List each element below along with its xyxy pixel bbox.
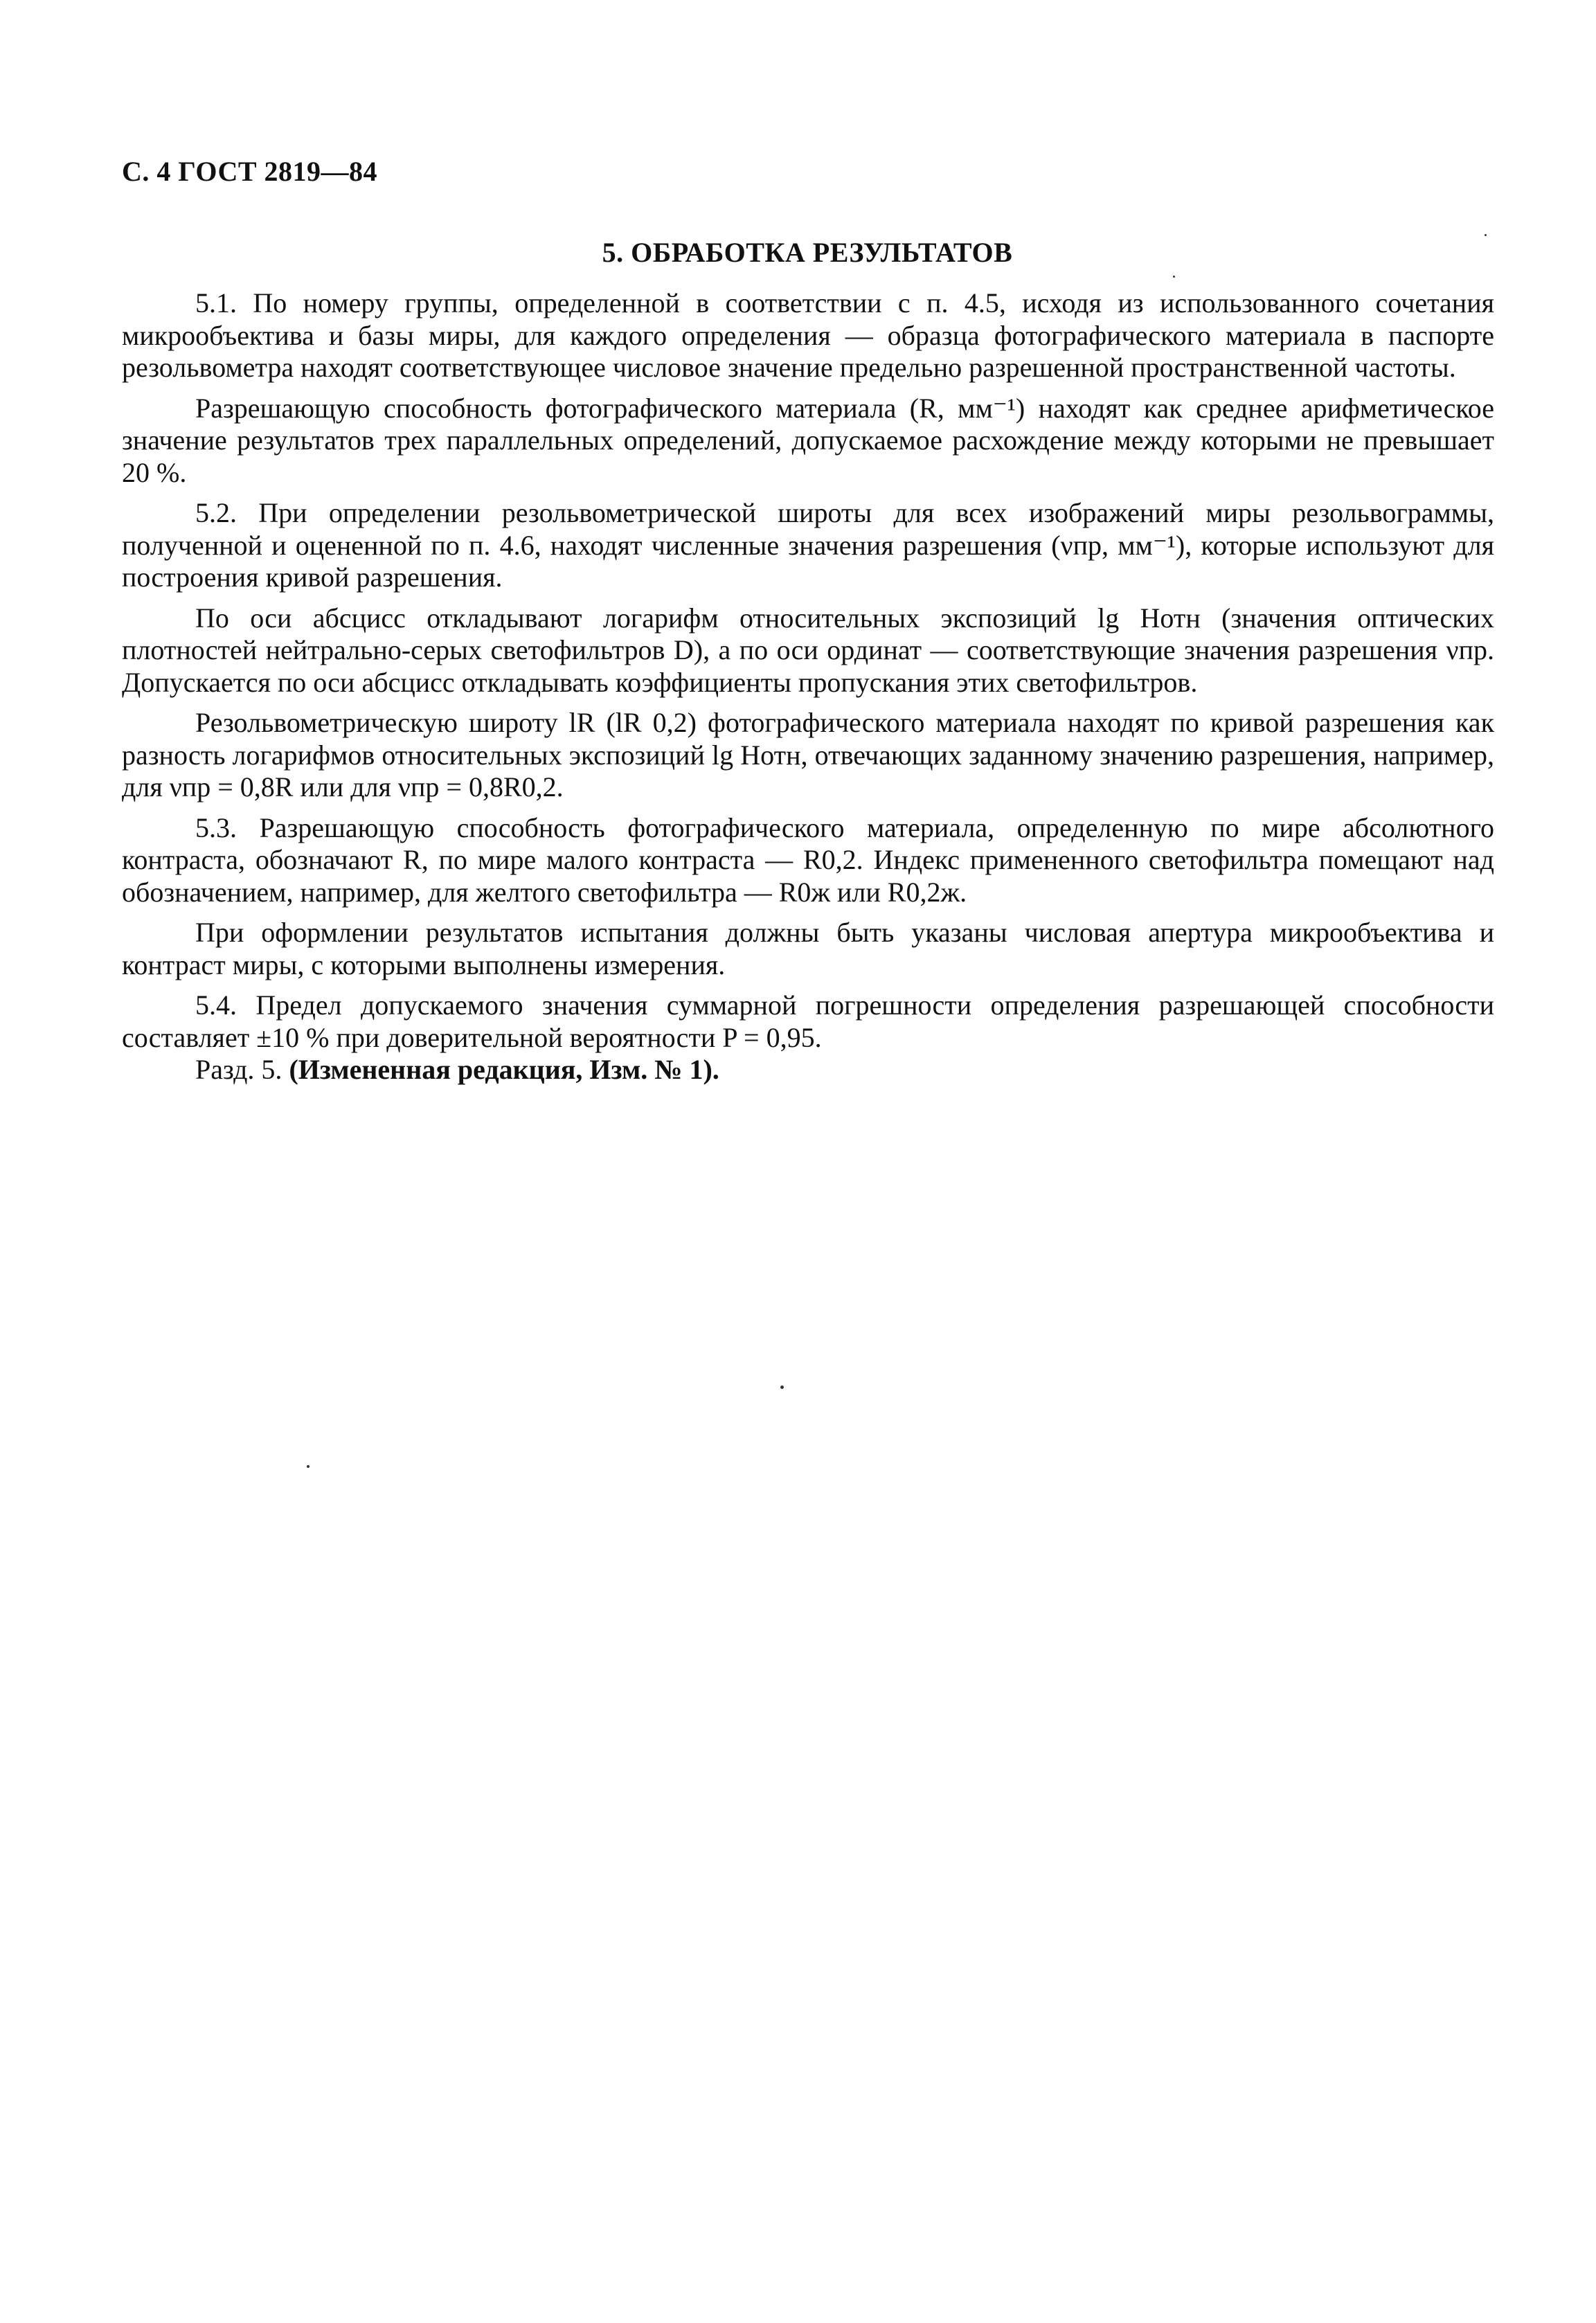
paragraph-5-4: 5.4. Предел допускаемого значения суммарной погрешности определения разрешающей способности составляет ±10 % при доверительной вероятности P = 0,95. — [122, 989, 1494, 1053]
paragraph-test-report: При оформлении результатов испытания должны быть указаны числовая апертура микрообъектива и контраст миры, с которыми выполнены измерения. — [122, 917, 1494, 980]
scan-speck — [1173, 276, 1175, 278]
paragraph-5-2: 5.2. При определении резольвометрической широты для всех изображений миры резольвограммы, полученной и оцененной по п. 4.6, находят численные значения разрешения (νпр, мм⁻¹), которые используют для построения кривой разрешения. — [122, 497, 1494, 593]
paragraph-5-3: 5.3. Разрешающую способность фотографического материала, определенную по мире абсолютного контраста, обозначают R, по мире малого контраста — R0,2. Индекс примененного светофильтра помещают над обозначением, например, для желтого светофильтра — R0ж или R0,2ж. — [122, 811, 1494, 908]
scan-speck — [780, 1385, 784, 1389]
paragraph-5-1: 5.1. По номеру группы, определенной в соответствии с п. 4.5, исходя из использованного сочетания микрообъектива и базы миры, для каждого определения — образца фотографического материала в паспорте резольвометра находят соответствующее числовое значение предельно разрешенной пространственной частоты. — [122, 287, 1494, 383]
amendment-bold: (Измененная редакция, Изм. № 1). — [289, 1054, 719, 1085]
amendment-prefix: Разд. 5. — [195, 1054, 289, 1085]
section-body — [122, 287, 1494, 1086]
paragraph-resolution-definition: Разрешающую способность фотографического материала (R, мм⁻¹) находят как среднее арифметическое значение результатов трех параллельных определений, допускаемое расхождение между которыми не превышает 20 %. — [122, 392, 1494, 488]
paragraph-resolvometric-latitude: Резольвометрическую широту lR (lR 0,2) фотографического материала находят по кривой разрешения как разность логарифмов относительных экспозиций lg Hотн, отвечающих заданному значению разрешения, например, для νпр = 0,8R или для νпр = 0,8R0,2. — [122, 707, 1494, 802]
page-header: С. 4 ГОСТ 2819—84 — [122, 156, 378, 187]
scan-speck — [1485, 234, 1487, 236]
paragraph-axes: По оси абсцисс откладывают логарифм относительных экспозиций lg Hотн (значения оптических плотностей нейтрально-серых светофильтров D), а по оси ординат — соответствующие значения разрешения νпр. Допускается по оси абсцисс откладывать коэффициенты пропускания этих светофильтров. — [122, 602, 1494, 698]
scan-speck — [307, 1465, 310, 1468]
section-title: 5. ОБРАБОТКА РЕЗУЛЬТАТОВ — [602, 237, 1013, 268]
amendment-note — [122, 1054, 1494, 1086]
